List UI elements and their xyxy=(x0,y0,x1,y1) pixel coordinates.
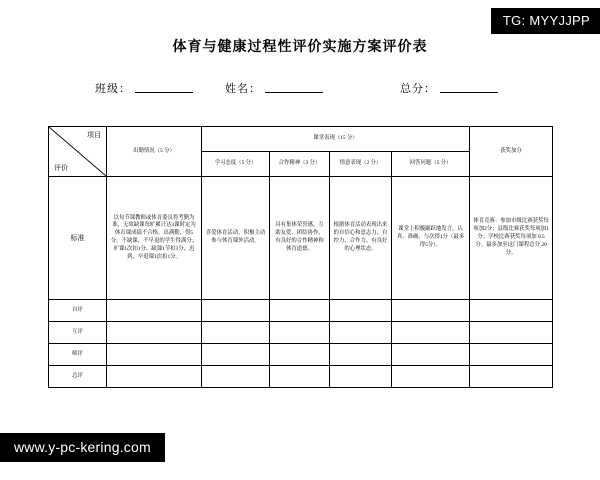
field-name xyxy=(225,80,323,96)
subheader-cooperation: 合作精神（3 分） xyxy=(270,152,330,177)
field-class-label: 班级： xyxy=(95,83,131,95)
subheader-affect: 情意表现（2 分） xyxy=(330,152,392,177)
header-award-bonus: 获奖加分 xyxy=(470,127,553,177)
cell-self-attendance[interactable] xyxy=(107,300,202,322)
cell-self-answering[interactable] xyxy=(392,300,470,322)
criteria-learning-attitude: 喜爱体育活动，积极主动参与体育课外活动。 xyxy=(202,177,270,300)
header-attendance: 出勤情况（5 分） xyxy=(107,127,202,177)
criteria-answering: 课堂上积极踊跃地发言，认真、准确，与次得1分（最多得5分）。 xyxy=(392,177,470,300)
table-row xyxy=(49,344,553,366)
criteria-attendance: 以旬节课教师或体育委员将考勤为准，无故缺课每旷累计达3课时定为体育课成绩不合格。出满勤，得5分。不缺课，不早退的学生得满分；旷课1次扣1分、缺课1节扣3分、迟到、早退课1次扣1分。 xyxy=(107,177,202,300)
row-label-teacher-eval: 师评 xyxy=(49,344,107,366)
cell-overall-cooperation[interactable] xyxy=(270,366,330,388)
table-header-row xyxy=(49,127,553,152)
cell-teacher-attendance[interactable] xyxy=(107,344,202,366)
table-row xyxy=(49,366,553,388)
cell-self-affect[interactable] xyxy=(330,300,392,322)
field-name-blank[interactable] xyxy=(265,81,323,93)
row-label-peer-eval: 互评 xyxy=(49,322,107,344)
corner-item-label: 项目 xyxy=(87,131,101,139)
watermark-url: www.y-pc-kering.com xyxy=(0,433,165,462)
cell-overall-affect[interactable] xyxy=(330,366,392,388)
cell-overall-award[interactable] xyxy=(470,366,553,388)
tg-badge: TG: MYYJJPP xyxy=(491,8,600,34)
field-name-label: 姓名： xyxy=(225,83,261,95)
cell-self-attitude[interactable] xyxy=(202,300,270,322)
field-total xyxy=(400,80,498,96)
cell-overall-answering[interactable] xyxy=(392,366,470,388)
cell-teacher-cooperation[interactable] xyxy=(270,344,330,366)
row-label-self-eval: 自评 xyxy=(49,300,107,322)
cell-teacher-answering[interactable] xyxy=(392,344,470,366)
cell-teacher-award[interactable] xyxy=(470,344,553,366)
cell-peer-attitude[interactable] xyxy=(202,322,270,344)
field-class xyxy=(95,80,193,96)
cell-self-award[interactable] xyxy=(470,300,553,322)
cell-overall-attendance[interactable] xyxy=(107,366,202,388)
criteria-row-label: 标准 xyxy=(49,177,107,300)
criteria-cooperation: 具有集体荣誉感，互助友爱、团结协作，有良好的合作精神和体育道德。 xyxy=(270,177,330,300)
field-class-blank[interactable] xyxy=(135,81,193,93)
criteria-row xyxy=(49,177,553,300)
field-total-label: 总分： xyxy=(400,83,436,95)
cell-teacher-attitude[interactable] xyxy=(202,344,270,366)
criteria-award-bonus: 体育竞赛：参加市级比赛获奖每项加2分；县级比赛获奖每项加1分；学校比赛获奖每项加 0.5 分。最多加至这门课程总分 20 分。 xyxy=(470,177,553,300)
field-total-blank[interactable] xyxy=(440,81,498,93)
row-label-overall-eval: 总评 xyxy=(49,366,107,388)
cell-peer-attendance[interactable] xyxy=(107,322,202,344)
evaluation-table xyxy=(48,126,553,388)
table-row xyxy=(49,322,553,344)
table-corner-cell xyxy=(49,127,107,177)
corner-eval-label: 评价 xyxy=(54,163,68,172)
table-row xyxy=(49,300,553,322)
cell-peer-cooperation[interactable] xyxy=(270,322,330,344)
header-class-performance: 课堂表现（15 分） xyxy=(202,127,470,152)
subheader-learning-attitude: 学习态度（5 分） xyxy=(202,152,270,177)
page-title: 体育与健康过程性评价实施方案评价表 xyxy=(172,40,428,55)
cell-self-cooperation[interactable] xyxy=(270,300,330,322)
cell-peer-answering[interactable] xyxy=(392,322,470,344)
cell-peer-award[interactable] xyxy=(470,322,553,344)
form-fields xyxy=(95,80,515,102)
criteria-affect: 根据体育活动表现出来的自信心和意志力、自控力、合作力、有良好的心理状态。 xyxy=(330,177,392,300)
subheader-answering: 回答问题（5 分） xyxy=(392,152,470,177)
cell-overall-attitude[interactable] xyxy=(202,366,270,388)
cell-teacher-affect[interactable] xyxy=(330,344,392,366)
cell-peer-affect[interactable] xyxy=(330,322,392,344)
